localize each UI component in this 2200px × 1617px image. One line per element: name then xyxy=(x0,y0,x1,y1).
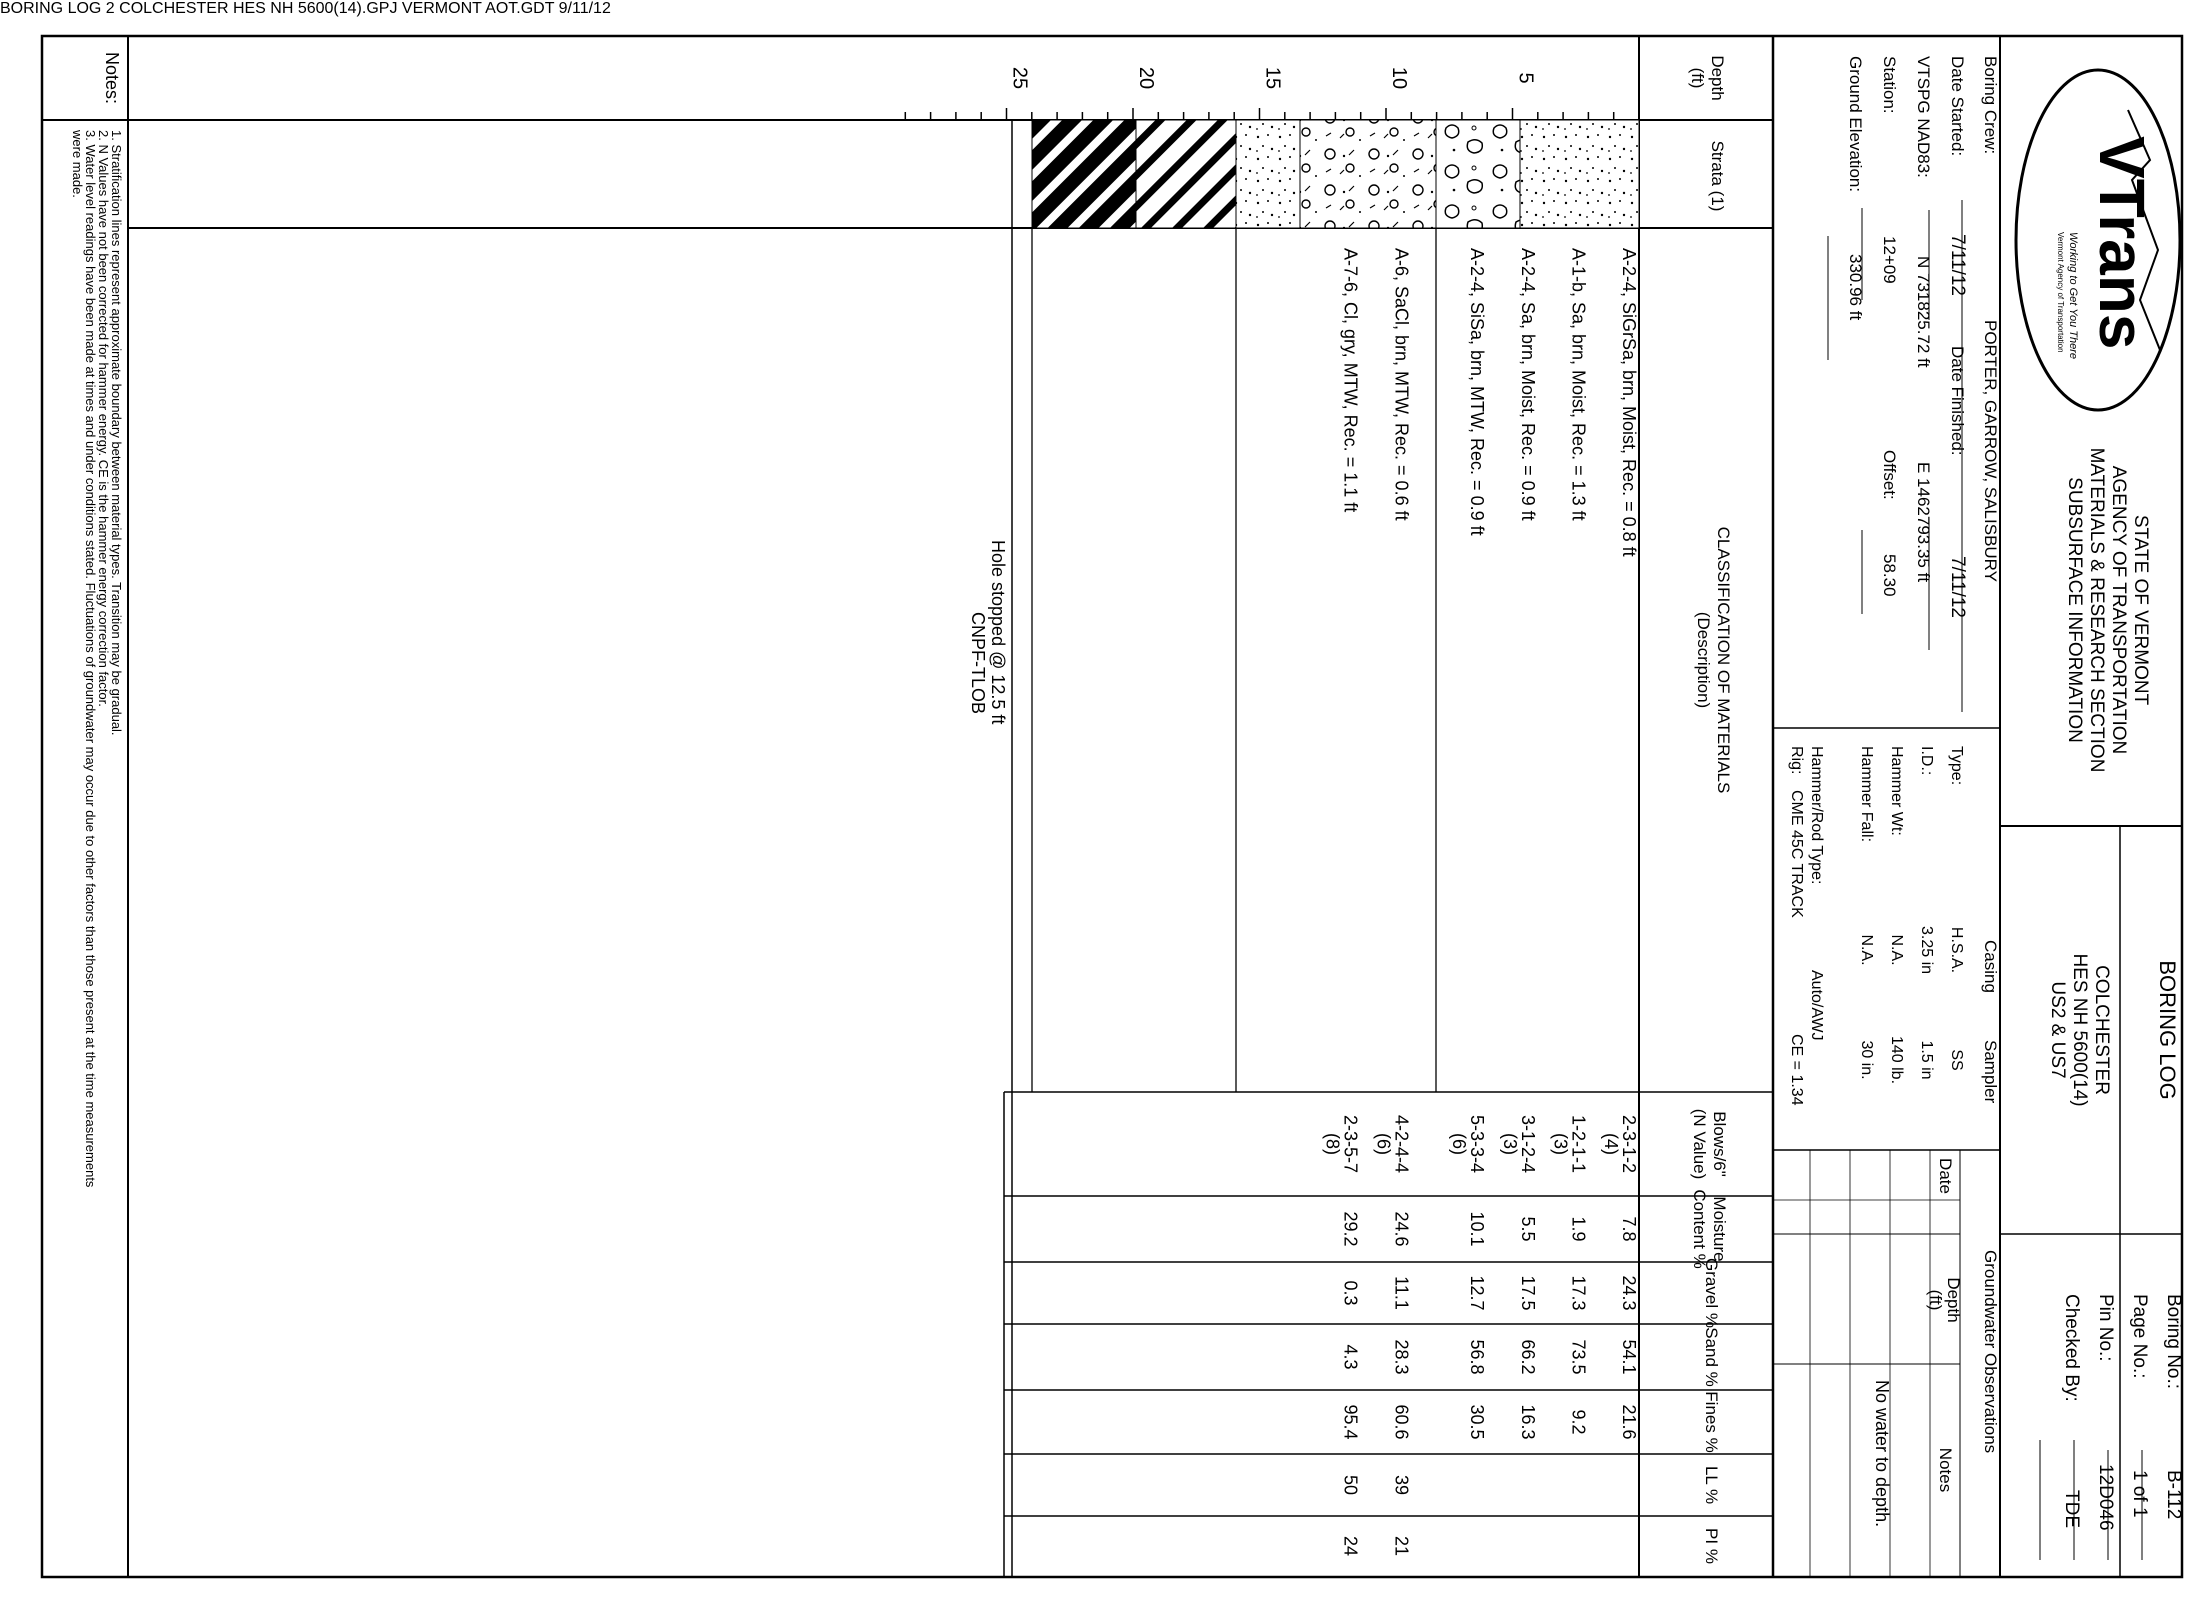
pi-header: PI % xyxy=(1702,1528,1721,1564)
pin-no: 12D046 xyxy=(2095,1464,2116,1531)
sample-n-value: (3) xyxy=(1499,1133,1520,1155)
offset: 58.30 xyxy=(1880,554,1899,597)
sampler-header: Sampler xyxy=(1981,1040,2000,1104)
vtspg-label: VTSPG NAD83: xyxy=(1914,56,1933,178)
strata-clay xyxy=(1032,120,1136,228)
casing-header: Casing xyxy=(1981,940,2000,993)
date-finished-label: Date Finished: xyxy=(1948,346,1967,456)
sample-moisture: 10.1 xyxy=(1467,1211,1488,1247)
file-header: BORING LOG 2 COLCHESTER HES NH 5600(14).GPJ VERMONT AOT.GDT 9/11/12 xyxy=(0,0,611,17)
moisture-subheader: Content % xyxy=(1690,1189,1709,1269)
sample-description: A-2-4, SiSa, brn, MTW, Rec. = 0.9 ft xyxy=(1467,248,1488,536)
checked-by-label: Checked By: xyxy=(2061,1294,2082,1402)
strata-silty-sand xyxy=(1236,120,1300,228)
logo-tagline: Working to Get You There xyxy=(2067,232,2079,359)
note-4: were made. xyxy=(70,130,85,198)
sample-description: A-2-4, SiGrSa, brn, Moist, Rec. = 0.8 ft xyxy=(1619,248,1639,557)
sample-gravel: 0.3 xyxy=(1340,1280,1361,1306)
agency-line-2: AGENCY OF TRANSPORTATION xyxy=(2108,465,2129,755)
boring-crew: PORTER, GARROW, SALISBURY xyxy=(1981,320,2000,582)
sample-blows: 5-3-3-4 xyxy=(1467,1114,1488,1174)
project-line-3: US2 & US7 xyxy=(2047,981,2068,1079)
date-finished: 7/11/12 xyxy=(1947,556,1968,618)
strata-silty-gravel-sand xyxy=(1520,120,1639,228)
sample-moisture: 1.9 xyxy=(1568,1216,1589,1242)
equipment-label: I.D.: xyxy=(1918,746,1935,776)
strata-header: Strata (1) xyxy=(1708,140,1727,212)
classification-subheader: (Description) xyxy=(1694,611,1713,709)
depth-tick-label: 5 xyxy=(1514,72,1537,84)
date-started-label: Date Started: xyxy=(1948,56,1967,157)
elevation-label: Ground Elevation: xyxy=(1846,56,1865,193)
sample-n-value: (4) xyxy=(1601,1133,1621,1155)
depth-tick-label: 25 xyxy=(1008,66,1031,90)
blows-header: Blows/6" xyxy=(1710,1111,1729,1177)
blows-subheader: (N Value) xyxy=(1690,1108,1709,1180)
groundwater-title: Groundwater Observations xyxy=(1981,1250,2000,1454)
equipment-label: Hammer Wt: xyxy=(1888,746,1905,836)
equipment-label: Type: xyxy=(1948,746,1965,786)
pin-no-label: Pin No.: xyxy=(2095,1294,2116,1362)
gw-depth-unit: (ft) xyxy=(1926,1289,1945,1311)
hole-stopped-code: CNPF-TLOB xyxy=(968,612,988,715)
sample-description: A-2-4, Sa, brn, Moist, Rec. = 0.9 ft xyxy=(1517,248,1538,521)
depth-header: Depth xyxy=(1708,55,1727,101)
sample-sand: 28.3 xyxy=(1391,1339,1412,1375)
depth-unit: (ft) xyxy=(1688,67,1707,89)
sample-ll: 50 xyxy=(1340,1474,1361,1496)
rig-label: Rig: xyxy=(1788,746,1805,775)
sample-gravel: 17.3 xyxy=(1568,1275,1589,1311)
sample-gravel: 17.5 xyxy=(1517,1275,1538,1311)
depth-tick-label: 20 xyxy=(1135,66,1157,90)
sample-gravel: 11.1 xyxy=(1391,1276,1412,1310)
sample-moisture: 5.5 xyxy=(1517,1216,1538,1242)
page-no-label: Page No.: xyxy=(2129,1294,2150,1379)
sample-ll: 39 xyxy=(1391,1474,1412,1496)
ce-value: CE = 1.34 xyxy=(1788,1034,1805,1106)
station: 12+09 xyxy=(1880,236,1899,284)
easting: E 1462793.35 ft xyxy=(1914,462,1933,583)
rod-type: Auto/AWJ xyxy=(1808,970,1825,1041)
sample-fines: 21.6 xyxy=(1619,1404,1639,1440)
sand-header: Sand % xyxy=(1702,1327,1721,1387)
logo-name: VTrans xyxy=(2086,136,2158,350)
sample-fines: 95.4 xyxy=(1340,1404,1361,1440)
equipment-casing-value: H.S.A. xyxy=(1948,926,1965,974)
equipment-casing-value: 3.25 in xyxy=(1918,925,1935,975)
title: BORING LOG xyxy=(2155,960,2180,1100)
sample-sand: 66.2 xyxy=(1517,1339,1538,1375)
boring-no: B-112 xyxy=(2163,1470,2184,1520)
sample-n-value: (8) xyxy=(1322,1133,1343,1155)
equipment-sampler-value: 1.5 in xyxy=(1918,1040,1935,1080)
equipment-label: Hammer Fall: xyxy=(1858,746,1875,843)
sample-sand: 4.3 xyxy=(1340,1344,1361,1370)
sample-moisture: 24.6 xyxy=(1391,1211,1412,1247)
sample-fines: 16.3 xyxy=(1517,1404,1538,1440)
moisture-header: Moisture xyxy=(1710,1196,1729,1262)
sample-description: A-7-6, Cl, gry, MTW, Rec. = 1.1 ft xyxy=(1340,248,1361,513)
agency-line-3: MATERIALS & RESEARCH SECTION xyxy=(2086,447,2107,773)
sample-blows: 1-2-1-1 xyxy=(1568,1114,1589,1174)
vtrans-logo xyxy=(2016,70,2180,410)
classification-header: CLASSIFICATION OF MATERIALS xyxy=(1714,526,1733,794)
sample-fines: 60.6 xyxy=(1391,1404,1412,1440)
sample-blows: 2-3-5-7 xyxy=(1340,1114,1361,1174)
boring-no-label: Boring No.: xyxy=(2163,1294,2184,1390)
gw-depth-header: Depth xyxy=(1944,1277,1963,1323)
project-line-2: HES NH 5600(14) xyxy=(2069,953,2090,1107)
sample-blows: 4-2-4-4 xyxy=(1391,1114,1412,1174)
strata-column xyxy=(1032,120,1639,228)
checked-by: TDE xyxy=(2061,1490,2082,1528)
strata-sand xyxy=(1300,120,1436,228)
sample-n-value: (3) xyxy=(1550,1133,1571,1155)
page-no: 1 of 1 xyxy=(2129,1470,2150,1518)
sample-sand: 73.5 xyxy=(1568,1339,1589,1375)
agency-line-1: STATE OF VERMONT xyxy=(2130,514,2151,706)
gw-date-header: Date xyxy=(1936,1158,1955,1194)
depth-tick-label: 15 xyxy=(1261,66,1284,90)
logo-sub: Vermont Agency of Transportation xyxy=(2056,232,2065,353)
sample-blows: 3-1-2-4 xyxy=(1517,1114,1538,1174)
sample-fines: 30.5 xyxy=(1467,1404,1488,1440)
gravel-header: Gravel % xyxy=(1702,1258,1721,1328)
sample-blows: 2-3-1-2 xyxy=(1619,1114,1639,1174)
rod-type-label: Hammer/Rod Type: xyxy=(1808,746,1825,885)
depth-ruler xyxy=(905,108,1613,120)
equipment-casing-value: N.A. xyxy=(1888,934,1905,966)
sample-pi: 21 xyxy=(1391,1535,1412,1557)
date-started: 7/11/12 xyxy=(1947,234,1968,296)
sample-n-value: (6) xyxy=(1449,1133,1470,1155)
northing: N 731825.72 ft xyxy=(1914,256,1933,368)
sample-sand: 54.1 xyxy=(1619,1339,1639,1375)
equipment-sampler-value: 30 in. xyxy=(1858,1040,1875,1080)
offset-label: Offset: xyxy=(1880,450,1899,500)
note-1: 1. Stratification lines represent approximate boundary between material types. Transition may be gradual. xyxy=(109,130,124,736)
sample-moisture: 7.8 xyxy=(1619,1216,1639,1242)
sample-fines: 9.2 xyxy=(1568,1409,1589,1435)
note-2: 2. N Values have not been corrected for hammer energy. CE is the hammer energy correction factor. xyxy=(96,130,111,707)
sample-gravel: 24.3 xyxy=(1619,1275,1639,1311)
equipment-casing-value: N.A. xyxy=(1858,934,1875,966)
strata-gravel-cobbles xyxy=(1436,120,1520,228)
sample-pi: 24 xyxy=(1340,1535,1361,1557)
gw-notes-header: Notes xyxy=(1936,1447,1955,1493)
boring-crew-label: Boring Crew: xyxy=(1981,56,2000,155)
sample-n-value: (6) xyxy=(1373,1133,1394,1155)
strata-sandy-clay xyxy=(1136,120,1236,228)
station-label: Station: xyxy=(1880,56,1899,114)
notes-label: Notes: xyxy=(102,51,122,105)
fines-header: Fines % xyxy=(1702,1391,1721,1453)
sample-description: A-1-b, Sa, brn, Moist, Rec. = 1.3 ft xyxy=(1568,248,1589,521)
project-line-1: COLCHESTER xyxy=(2091,965,2112,1095)
equipment-sampler-value: SS xyxy=(1948,1049,1965,1071)
sample-rows xyxy=(1323,248,1639,1556)
agency-line-4: SUBSURFACE INFORMATION xyxy=(2064,477,2085,743)
elevation: 330.96 ft xyxy=(1846,254,1865,321)
gw-note: No water to depth. xyxy=(1872,1380,1892,1528)
sample-gravel: 12.7 xyxy=(1467,1275,1488,1311)
equipment-block xyxy=(1788,746,2000,1106)
sample-description: A-6, SaCl, brn, MTW, Rec. = 0.6 ft xyxy=(1391,248,1412,521)
hole-stopped: Hole stopped @ 12.5 ft xyxy=(988,540,1008,725)
note-3: 3. Water level readings have been made at times and under conditions stated. Fluctuations of groundwater may occur due to other factors than those present at the time measurements xyxy=(83,130,98,1188)
ll-header: LL % xyxy=(1702,1465,1721,1505)
rig: CME 45C TRACK xyxy=(1788,790,1805,918)
sample-sand: 56.8 xyxy=(1467,1339,1488,1375)
sample-moisture: 29.2 xyxy=(1340,1211,1361,1247)
equipment-sampler-value: 140 lb. xyxy=(1888,1035,1905,1085)
depth-tick-label: 10 xyxy=(1388,66,1410,90)
